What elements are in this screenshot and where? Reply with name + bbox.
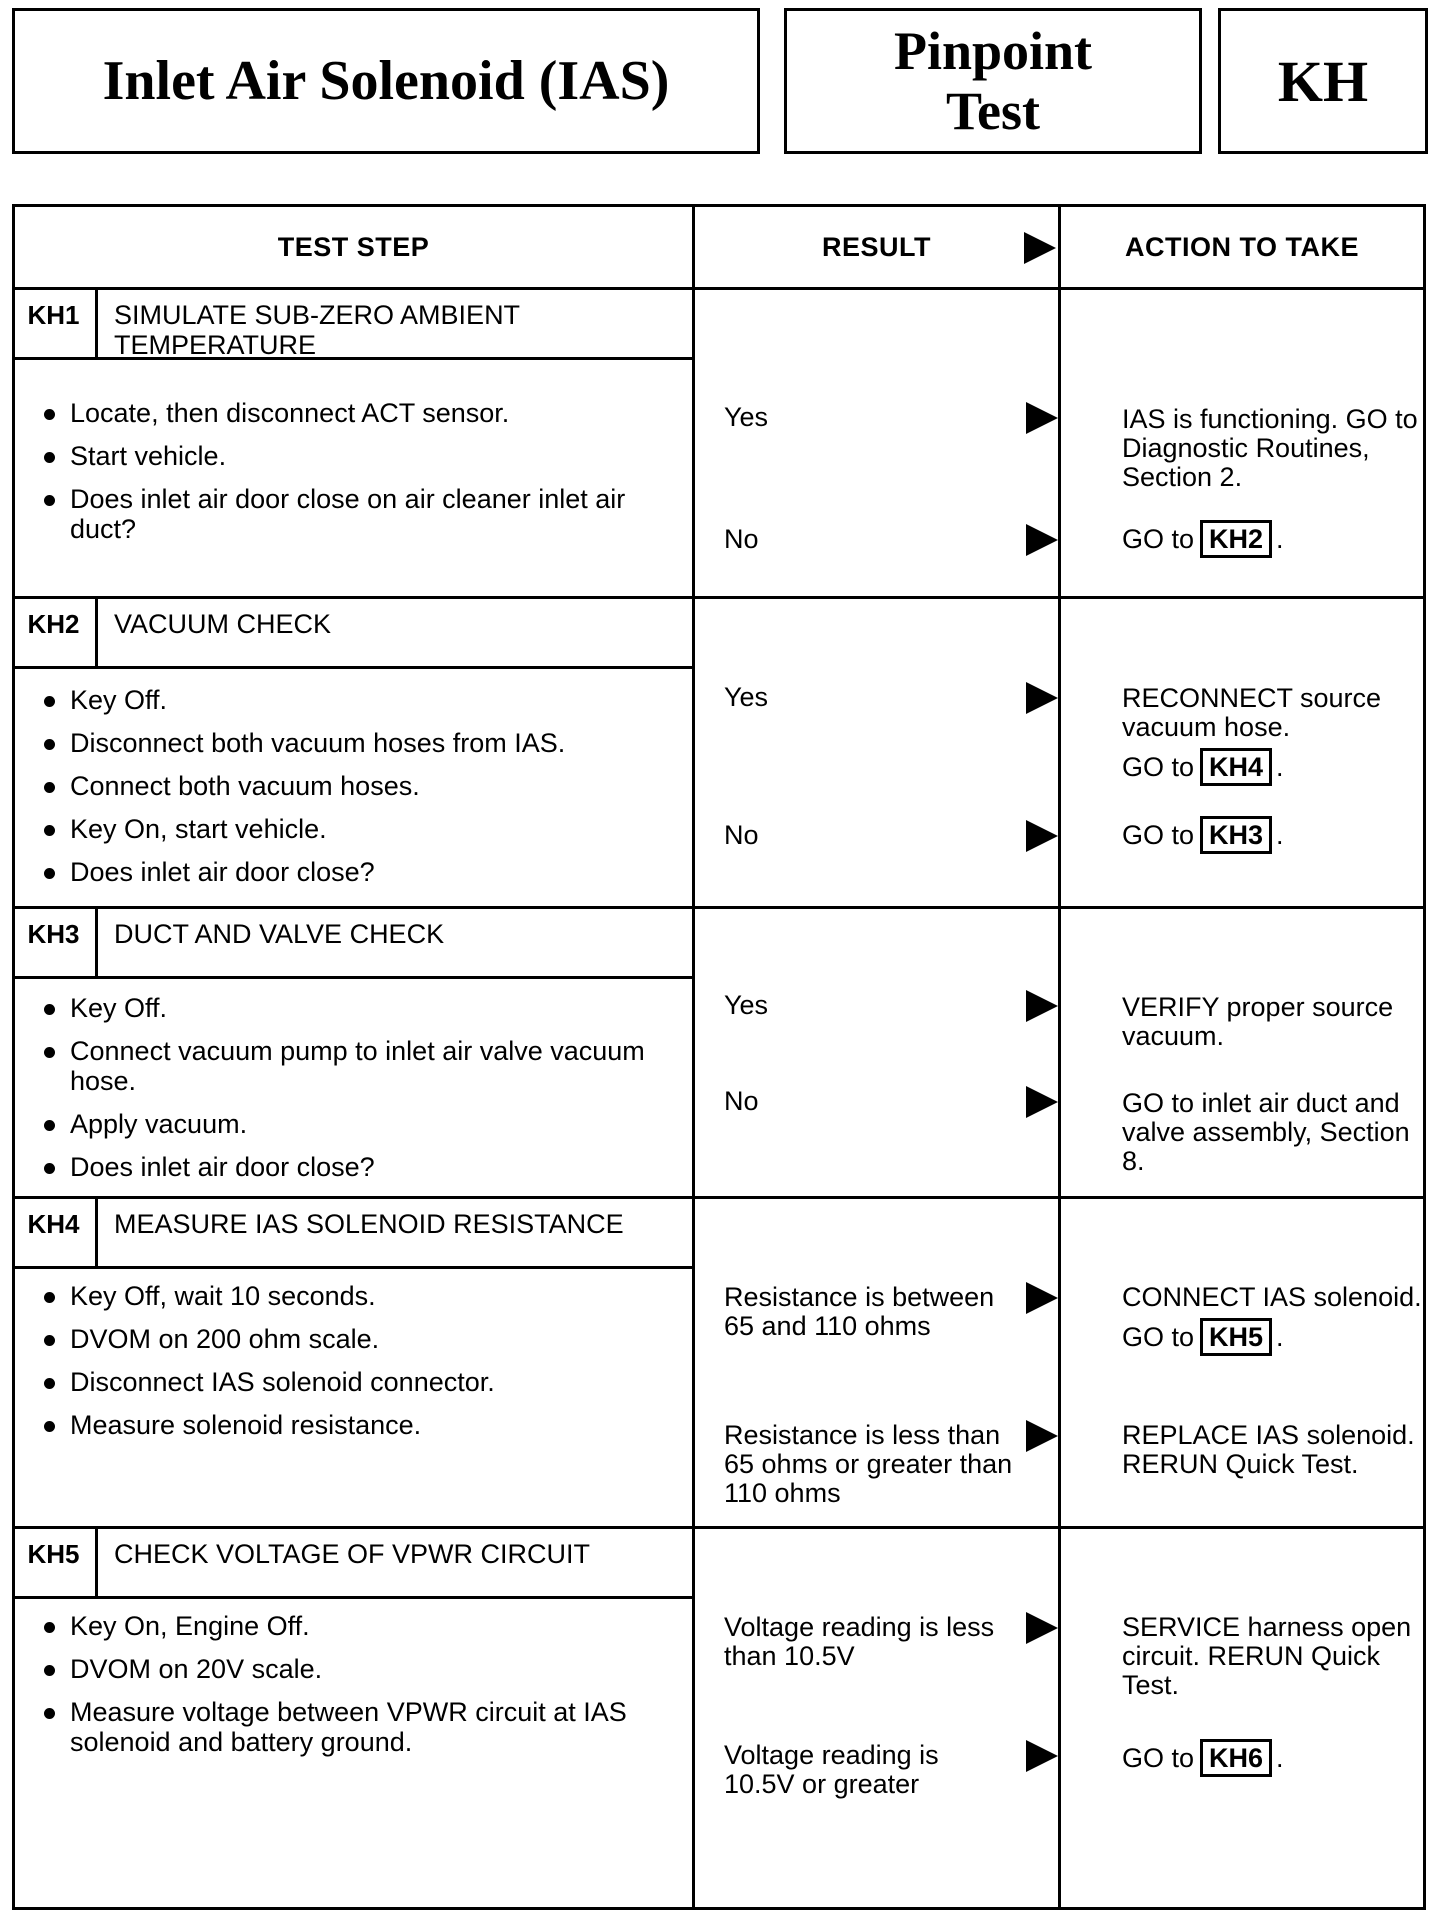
bullet-icon	[44, 1335, 55, 1346]
column-header-test-step: TEST STEP	[277, 231, 430, 262]
arrow-icon	[1026, 1086, 1058, 1118]
goto-label: GO to	[1122, 820, 1195, 850]
goto-step-link[interactable]: KH2	[1200, 520, 1272, 558]
section-code: KH1	[12, 290, 98, 357]
list-item: Connect both vacuum hoses.	[42, 771, 682, 801]
bullet-icon	[44, 1004, 55, 1015]
bullet-icon	[44, 409, 55, 420]
step-list	[42, 1611, 682, 1770]
action-goto: GO to KH2 .	[1122, 520, 1422, 558]
pinpoint-line-2: Test	[945, 81, 1040, 141]
action-text: IAS is functioning. GO to Diagnostic Routines, Section 2.	[1122, 404, 1418, 492]
goto-label: GO to	[1122, 1743, 1195, 1773]
arrow-icon	[1026, 1740, 1058, 1772]
list-item: Disconnect both vacuum hoses from IAS.	[42, 728, 682, 758]
action-text: REPLACE IAS solenoid. RERUN Quick Test.	[1122, 1420, 1415, 1479]
action-text: SERVICE harness open circuit. RERUN Quick Test.	[1122, 1612, 1412, 1700]
test-section-kh5	[12, 1529, 1426, 1907]
bullet-icon	[44, 495, 55, 506]
section-title: MEASURE IAS SOLENOID RESISTANCE	[114, 1209, 624, 1239]
section-code: KH5	[12, 1529, 98, 1596]
action-goto: GO to KH6 .	[1122, 1739, 1422, 1777]
test-section-kh3	[12, 909, 1426, 1196]
bullet-icon	[44, 1421, 55, 1432]
result-text: Yes	[724, 682, 769, 712]
bullet-icon	[44, 1622, 55, 1633]
test-code	[1218, 8, 1428, 154]
test-code-text: KH	[1277, 48, 1369, 114]
test-section-kh4	[12, 1199, 1426, 1526]
list-item: Key Off, wait 10 seconds.	[42, 1281, 682, 1311]
section-title-box	[12, 909, 693, 979]
list-item: Disconnect IAS solenoid connector.	[42, 1367, 682, 1397]
result-text: No	[724, 524, 759, 554]
section-title: SIMULATE SUB-ZERO AMBIENT TEMPERATURE	[114, 300, 520, 360]
step-list	[42, 1281, 682, 1453]
arrow-icon	[1026, 1612, 1058, 1644]
result-text: Yes	[724, 402, 769, 432]
goto-step-link[interactable]: KH4	[1200, 748, 1272, 786]
result-text: Yes	[724, 990, 769, 1020]
section-title-box	[12, 1529, 693, 1599]
arrow-icon	[1026, 1420, 1058, 1452]
goto-step-link[interactable]: KH5	[1200, 1318, 1272, 1356]
result-text: Voltage reading is less than 10.5V	[724, 1612, 995, 1671]
list-item: Connect vacuum pump to inlet air valve vacuum hose.	[42, 1036, 682, 1096]
section-title: VACUUM CHECK	[114, 609, 332, 639]
bullet-icon	[44, 696, 55, 707]
pinpoint-test-label	[784, 8, 1202, 154]
section-title-box	[12, 599, 693, 669]
section-title: CHECK VOLTAGE OF VPWR CIRCUIT	[114, 1539, 591, 1569]
result-text: No	[724, 820, 759, 850]
column-header-result-label: RESULT	[822, 231, 931, 262]
list-item: Key On, Engine Off.	[42, 1611, 682, 1641]
action-goto: GO to KH5 .	[1122, 1318, 1422, 1356]
column-header-action: ACTION TO TAKE	[1125, 231, 1359, 262]
arrow-icon	[1026, 524, 1058, 556]
action-text-line: CONNECT IAS solenoid.	[1122, 1282, 1422, 1312]
list-item: Measure voltage between VPWR circuit at IAS solenoid and battery ground.	[42, 1697, 682, 1757]
section-code: KH3	[12, 909, 98, 976]
action-goto: GO to KH3 .	[1122, 816, 1422, 854]
page-title	[12, 8, 760, 154]
column-header-result	[695, 207, 1058, 287]
pinpoint-line-1: Pinpoint	[893, 21, 1093, 81]
list-item: Apply vacuum.	[42, 1109, 682, 1139]
list-item: DVOM on 200 ohm scale.	[42, 1324, 682, 1354]
arrow-icon	[1026, 1282, 1058, 1314]
section-code: KH2	[12, 599, 98, 666]
page-title-text: Inlet Air Solenoid (IAS)	[102, 50, 670, 112]
result-text: Resistance is less than 65 ohms or greater than 110 ohms	[724, 1420, 1013, 1508]
bullet-icon	[44, 1163, 55, 1174]
result-text: Voltage reading is 10.5V or greater	[724, 1740, 939, 1799]
section-title-box	[12, 290, 693, 360]
bullet-icon	[44, 1665, 55, 1676]
goto-label: GO to	[1122, 1322, 1195, 1352]
list-item: Key Off.	[42, 685, 682, 715]
list-item: Does inlet air door close on air cleaner inlet air duct?	[42, 484, 682, 544]
list-item: Does inlet air door close?	[42, 857, 682, 887]
section-title-box	[12, 1199, 693, 1269]
test-section-kh1	[12, 290, 1426, 596]
arrow-icon	[1026, 820, 1058, 852]
goto-step-link[interactable]: KH3	[1200, 816, 1272, 854]
bullet-icon	[44, 739, 55, 750]
test-section-kh2	[12, 599, 1426, 906]
bullet-icon	[44, 1047, 55, 1058]
bullet-icon	[44, 1292, 55, 1303]
action-text	[1122, 1283, 1422, 1356]
list-item: Locate, then disconnect ACT sensor.	[42, 398, 682, 428]
action-goto: GO to KH4 .	[1122, 748, 1422, 786]
section-code: KH4	[12, 1199, 98, 1266]
action-text: VERIFY proper source vacuum.	[1122, 992, 1394, 1051]
action-text: GO to inlet air duct and valve assembly, Section 8.	[1122, 1088, 1410, 1176]
bullet-icon	[44, 782, 55, 793]
section-title: DUCT AND VALVE CHECK	[114, 919, 445, 949]
goto-step-link[interactable]: KH6	[1200, 1739, 1272, 1777]
bullet-icon	[44, 452, 55, 463]
step-list	[42, 685, 682, 900]
list-item: Key On, start vehicle.	[42, 814, 682, 844]
action-text-line: RECONNECT source vacuum hose.	[1122, 683, 1382, 742]
list-item: Start vehicle.	[42, 441, 682, 471]
result-text: No	[724, 1086, 759, 1116]
action-text	[1122, 684, 1422, 786]
arrow-icon	[1026, 990, 1058, 1022]
list-item: Key Off.	[42, 993, 682, 1023]
step-list	[42, 398, 682, 557]
list-item: Measure solenoid resistance.	[42, 1410, 682, 1440]
arrow-icon	[1026, 402, 1058, 434]
bullet-icon	[44, 825, 55, 836]
bullet-icon	[44, 868, 55, 879]
goto-label: GO to	[1122, 752, 1195, 782]
goto-label: GO to	[1122, 524, 1195, 554]
list-item: DVOM on 20V scale.	[42, 1654, 682, 1684]
bullet-icon	[44, 1378, 55, 1389]
result-text: Resistance is between 65 and 110 ohms	[724, 1282, 995, 1341]
list-item: Does inlet air door close?	[42, 1152, 682, 1182]
bullet-icon	[44, 1708, 55, 1719]
step-list	[42, 993, 682, 1195]
arrow-icon	[1026, 682, 1058, 714]
result-arrow-icon	[1024, 232, 1056, 264]
bullet-icon	[44, 1120, 55, 1131]
